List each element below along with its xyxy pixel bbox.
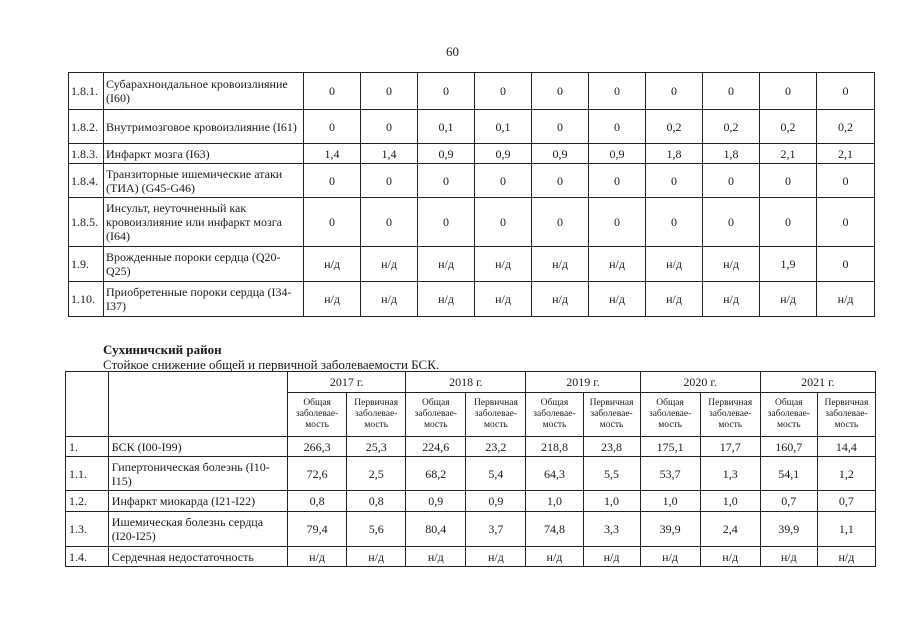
value-cell: 0 — [361, 198, 418, 247]
value-cell: 218,8 — [526, 437, 583, 457]
row-number: 1.8.2. — [69, 110, 104, 144]
table1-body — [69, 73, 875, 317]
value-cell: 0 — [304, 198, 361, 247]
value-cell: 0 — [475, 198, 532, 247]
value-cell: 1,4 — [304, 144, 361, 164]
value-cell: 0,9 — [589, 144, 646, 164]
value-cell: н/д — [589, 282, 646, 317]
header-num-cell — [66, 372, 109, 437]
value-cell: 0 — [589, 110, 646, 144]
row-number: 1.3. — [66, 512, 109, 547]
table-row — [69, 144, 875, 164]
row-number: 1.1. — [66, 457, 109, 491]
value-cell: 0 — [817, 247, 875, 282]
value-cell: н/д — [532, 247, 589, 282]
value-cell: 0,7 — [817, 491, 875, 512]
value-cell: н/д — [532, 282, 589, 317]
value-cell: 1,4 — [361, 144, 418, 164]
value-cell: 1,0 — [526, 491, 583, 512]
value-cell: н/д — [475, 282, 532, 317]
subheader-general: Общая заболевае-мость — [288, 393, 347, 437]
value-cell: 0 — [418, 73, 475, 110]
value-cell: 266,3 — [288, 437, 347, 457]
value-cell: 0 — [589, 198, 646, 247]
value-cell: н/д — [288, 547, 347, 567]
value-cell: 0 — [361, 110, 418, 144]
value-cell: н/д — [304, 282, 361, 317]
value-cell: 0,2 — [703, 110, 760, 144]
value-cell: 17,7 — [700, 437, 760, 457]
value-cell: 0,8 — [347, 491, 406, 512]
value-cell: 25,3 — [347, 437, 406, 457]
value-cell: н/д — [475, 247, 532, 282]
subheader-general: Общая заболевае-мость — [526, 393, 583, 437]
value-cell: 224,6 — [406, 437, 466, 457]
value-cell: 0 — [532, 164, 589, 198]
value-cell: н/д — [700, 547, 760, 567]
row-number: 1.8.5. — [69, 198, 104, 247]
value-cell: н/д — [640, 547, 700, 567]
value-cell: 0,1 — [475, 110, 532, 144]
value-cell: 1,0 — [583, 491, 640, 512]
value-cell: 0,9 — [475, 144, 532, 164]
row-label: Транзиторные ишемические атаки (ТИА) (G45-G46) — [104, 164, 304, 198]
value-cell: н/д — [760, 282, 817, 317]
value-cell: н/д — [589, 247, 646, 282]
table-row — [69, 73, 875, 110]
value-cell: 0 — [532, 198, 589, 247]
subheader-general: Общая заболевае-мость — [640, 393, 700, 437]
value-cell: 0 — [475, 73, 532, 110]
value-cell: 0,2 — [760, 110, 817, 144]
value-cell: 1,1 — [817, 512, 875, 547]
district-heading: Сухиничский район — [103, 342, 222, 357]
value-cell: 1,8 — [646, 144, 703, 164]
row-number: 1.4. — [66, 547, 109, 567]
value-cell: 0 — [703, 164, 760, 198]
table2-header — [66, 372, 876, 437]
value-cell: н/д — [406, 547, 466, 567]
value-cell: 79,4 — [288, 512, 347, 547]
row-label: Субарахноидальное кровоизлияние (I60) — [104, 73, 304, 110]
value-cell: 23,2 — [466, 437, 526, 457]
row-label: Приобретенные пороки сердца (I34-I37) — [104, 282, 304, 317]
value-cell: 0,7 — [760, 491, 817, 512]
district-subheading: Стойкое снижение общей и первичной заболеваемости БСК. — [103, 357, 440, 372]
value-cell: н/д — [418, 282, 475, 317]
value-cell: 0 — [589, 164, 646, 198]
value-cell: 0 — [304, 73, 361, 110]
table-row — [69, 164, 875, 198]
value-cell: 0 — [304, 110, 361, 144]
subheader-primary: Первичная заболевае-мость — [817, 393, 875, 437]
subheader-primary: Первичная заболевае-мость — [583, 393, 640, 437]
value-cell: 0,9 — [418, 144, 475, 164]
value-cell: 5,6 — [347, 512, 406, 547]
year-header-2019: 2019 г. — [526, 372, 640, 393]
value-cell: н/д — [526, 547, 583, 567]
value-cell: 53,7 — [640, 457, 700, 491]
value-cell: 1,9 — [760, 247, 817, 282]
year-header-2018: 2018 г. — [406, 372, 526, 393]
value-cell: 64,3 — [526, 457, 583, 491]
year-header-2017: 2017 г. — [288, 372, 406, 393]
value-cell: 5,5 — [583, 457, 640, 491]
value-cell: н/д — [361, 282, 418, 317]
row-label: Врожденные пороки сердца (Q20-Q25) — [104, 247, 304, 282]
value-cell: 2,5 — [347, 457, 406, 491]
table-row — [69, 198, 875, 247]
value-cell: 0 — [361, 164, 418, 198]
value-cell: н/д — [418, 247, 475, 282]
value-cell: н/д — [703, 247, 760, 282]
value-cell: 0 — [703, 73, 760, 110]
value-cell: 0 — [817, 73, 875, 110]
value-cell: 0 — [304, 164, 361, 198]
value-cell: 74,8 — [526, 512, 583, 547]
value-cell: 72,6 — [288, 457, 347, 491]
table-row — [66, 437, 876, 457]
value-cell: 2,4 — [700, 512, 760, 547]
row-number: 1.8.1. — [69, 73, 104, 110]
row-number: 1. — [66, 437, 109, 457]
value-cell: 39,9 — [760, 512, 817, 547]
subheader-general: Общая заболевае-мость — [406, 393, 466, 437]
value-cell: 0 — [532, 73, 589, 110]
value-cell: 14,4 — [817, 437, 875, 457]
value-cell: 0 — [361, 73, 418, 110]
value-cell: 1,2 — [817, 457, 875, 491]
table-row — [66, 491, 876, 512]
morbidity-table-continued — [68, 72, 875, 317]
value-cell: 1,8 — [703, 144, 760, 164]
year-header-row — [66, 372, 876, 393]
value-cell: н/д — [304, 247, 361, 282]
value-cell: 0 — [589, 73, 646, 110]
subheader-primary: Первичная заболевае-мость — [700, 393, 760, 437]
value-cell: н/д — [646, 247, 703, 282]
subheader-general: Общая заболевае-мость — [760, 393, 817, 437]
year-header-2021: 2021 г. — [760, 372, 875, 393]
value-cell: 0 — [760, 164, 817, 198]
value-cell: н/д — [466, 547, 526, 567]
row-number: 1.10. — [69, 282, 104, 317]
value-cell: 160,7 — [760, 437, 817, 457]
row-label: Инсульт, неуточненный как кровоизлияние или инфаркт мозга (I64) — [104, 198, 304, 247]
value-cell: 0 — [646, 164, 703, 198]
value-cell: н/д — [817, 547, 875, 567]
row-label: Ишемическая болезнь сердца (I20-I25) — [108, 512, 287, 547]
value-cell: 1,0 — [700, 491, 760, 512]
value-cell: 0 — [418, 198, 475, 247]
value-cell: 68,2 — [406, 457, 466, 491]
row-number: 1.2. — [66, 491, 109, 512]
value-cell: 0,1 — [418, 110, 475, 144]
table2-body — [66, 437, 876, 567]
value-cell: н/д — [817, 282, 875, 317]
row-label: Сердечная недостаточность — [108, 547, 287, 567]
value-cell: 175,1 — [640, 437, 700, 457]
row-number: 1.9. — [69, 247, 104, 282]
row-number: 1.8.4. — [69, 164, 104, 198]
subheader-primary: Первичная заболевае-мость — [466, 393, 526, 437]
row-label: БСК (I00-I99) — [108, 437, 287, 457]
value-cell: 1,0 — [640, 491, 700, 512]
header-label-cell — [108, 372, 287, 437]
value-cell: 0,9 — [406, 491, 466, 512]
row-label: Внутримозговое кровоизлияние (I61) — [104, 110, 304, 144]
row-label: Инфаркт миокарда (I21-I22) — [108, 491, 287, 512]
table-row — [69, 247, 875, 282]
row-label: Инфаркт мозга (I63) — [104, 144, 304, 164]
value-cell: 5,4 — [466, 457, 526, 491]
value-cell: 54,1 — [760, 457, 817, 491]
value-cell: 0 — [475, 164, 532, 198]
value-cell: 0,9 — [466, 491, 526, 512]
table-row — [66, 457, 876, 491]
value-cell: 0,8 — [288, 491, 347, 512]
district-morbidity-table — [65, 371, 876, 567]
year-header-2020: 2020 г. — [640, 372, 760, 393]
value-cell: 3,7 — [466, 512, 526, 547]
value-cell: 0 — [817, 198, 875, 247]
value-cell: н/д — [361, 247, 418, 282]
row-number: 1.8.3. — [69, 144, 104, 164]
value-cell: 2,1 — [760, 144, 817, 164]
table-row — [66, 512, 876, 547]
value-cell: н/д — [646, 282, 703, 317]
page-number: 60 — [446, 44, 459, 59]
value-cell: 0 — [532, 110, 589, 144]
value-cell: 0 — [760, 73, 817, 110]
table-row — [69, 282, 875, 317]
value-cell: 0,9 — [532, 144, 589, 164]
table-row — [69, 110, 875, 144]
value-cell: 3,3 — [583, 512, 640, 547]
value-cell: 0 — [646, 198, 703, 247]
value-cell: 0 — [703, 198, 760, 247]
row-label: Гипертоническая болезнь (I10-I15) — [108, 457, 287, 491]
value-cell: 80,4 — [406, 512, 466, 547]
value-cell: н/д — [703, 282, 760, 317]
value-cell: н/д — [583, 547, 640, 567]
value-cell: 23,8 — [583, 437, 640, 457]
value-cell: 0,2 — [646, 110, 703, 144]
value-cell: 0 — [646, 73, 703, 110]
value-cell: 0 — [817, 164, 875, 198]
subheader-primary: Первичная заболевае-мость — [347, 393, 406, 437]
value-cell: н/д — [760, 547, 817, 567]
value-cell: н/д — [347, 547, 406, 567]
value-cell: 0 — [418, 164, 475, 198]
value-cell: 2,1 — [817, 144, 875, 164]
table-row — [66, 547, 876, 567]
value-cell: 0,2 — [817, 110, 875, 144]
value-cell: 39,9 — [640, 512, 700, 547]
value-cell: 0 — [760, 198, 817, 247]
value-cell: 1,3 — [700, 457, 760, 491]
